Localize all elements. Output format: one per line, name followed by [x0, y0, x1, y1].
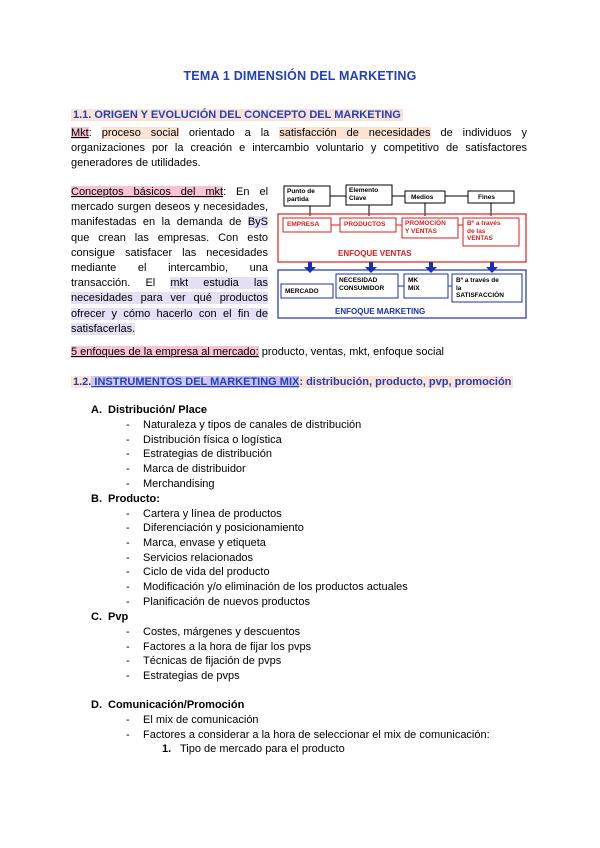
section-heading-origen: 1.1. ORIGEN Y EVOLUCIÓN DEL CONCEPTO DEL MARKETING	[73, 109, 401, 121]
mkt-label-mkmix: MK MIX	[408, 277, 420, 292]
list-item: - El mix de comunicación	[126, 714, 259, 726]
def-proceso-social: proceso social	[101, 127, 179, 139]
list-item: - Marca de distribuidor	[126, 463, 246, 475]
ventas-label-productos: PRODUCTOS	[344, 221, 386, 228]
mkt-label-mercado: MERCADO	[285, 288, 319, 295]
enfoques-line: 5 enfoques de la empresa al mercado: producto, ventas, mkt, enfoque social	[71, 346, 445, 358]
list-item: - Ciclo de vida del producto	[126, 566, 270, 578]
list-item: - Distribución física o logística	[126, 434, 282, 446]
ventas-label-bo-ventas: Bº a través de las VENTAS	[467, 220, 501, 242]
list-item: - Planificación de nuevos productos	[126, 596, 310, 608]
diagram-label-punto-partida: Punto de partida	[287, 188, 315, 203]
list-item: - Diferenciación y posicionamiento	[126, 522, 304, 534]
mkt-term: Mkt	[71, 127, 89, 139]
list-item: - Servicios relacionados	[126, 552, 254, 564]
mkt-label-bo-satisfaccion: Bº a través de la SATISFACCIÓN	[456, 277, 504, 299]
list-item: - Técnicas de fijación de pvps	[126, 655, 282, 667]
list-item: - Marca, envase y etiqueta	[126, 537, 266, 549]
enfoque-marketing-label: ENFOQUE MARKETING	[335, 307, 426, 316]
conceptos-term: Conceptos básicos del mkt	[71, 186, 224, 198]
numbered-sub-item: 1. Tipo de mercado para el producto	[162, 743, 345, 755]
diagram-label-elemento-clave: Elemento Clave	[349, 187, 379, 202]
group-d-heading: D. Comunicación/Promoción	[91, 699, 245, 711]
list-item: - Factores a la hora de fijar los pvps	[126, 641, 312, 653]
group-c-heading: C. Pvp	[91, 611, 129, 623]
list-item: - Merchandising	[126, 478, 215, 490]
enfoques-term: 5 enfoques de la empresa al mercado:	[71, 346, 259, 358]
list-item: - Modificación y/o eliminación de los productos actuales	[126, 581, 408, 593]
group-b-heading: B. Producto:	[91, 493, 160, 505]
list-item: - Estrategias de distribución	[126, 448, 273, 460]
list-item: - Costes, márgenes y descuentos	[126, 626, 301, 638]
ventas-label-promocion: PROMOCIÓN Y VENTAS	[405, 220, 446, 235]
page-title: TEMA 1 DIMENSIÓN DEL MARKETING	[183, 69, 417, 83]
group-a-heading: A. Distribución/ Place	[91, 404, 208, 416]
enfoque-ventas-label: ENFOQUE VENTAS	[338, 249, 412, 258]
list-item: - Estrategias de pvps	[126, 670, 240, 682]
diagram-label-fines: Fines	[478, 194, 495, 201]
def-satisfaccion: satisfacción de necesidades	[279, 127, 431, 139]
section-heading-instrumentos: 1.2. INSTRUMENTOS DEL MARKETING MIX: distribución, producto, pvp, promoción	[73, 376, 512, 388]
diagram-label-medios: Medios	[411, 194, 434, 201]
list-item: - Naturaleza y tipos de canales de distribución	[126, 419, 362, 431]
mkt-label-necesidad: NECESIDAD CONSUMIDOR	[339, 277, 385, 292]
ventas-label-empresa: EMPRESA	[287, 221, 320, 228]
list-item: - Factores a considerar a la hora de seleccionar el mix de comunicación:	[126, 729, 490, 741]
mkt-definition: Mkt: proceso social orientado a la satisfacción de necesidades de individuos y organizaciones por la creación e intercambio voluntario y competitivo de satisfactores generadores de utilidades.	[71, 127, 527, 169]
conceptos-basicos-paragraph: Conceptos básicos del mkt: En el mercado surgen deseos y necesidades, manifestadas en la demanda de ByS que crean las empresas. Con esto consigue satisfacer las necesidades mediante el intercambio, una transacción. El mkt estudia las necesidades para ver qué productos ofrecer y cómo hacerlo con el fin de satisfacerlas.	[71, 186, 269, 335]
list-item: - Cartera y línea de productos	[126, 508, 282, 520]
